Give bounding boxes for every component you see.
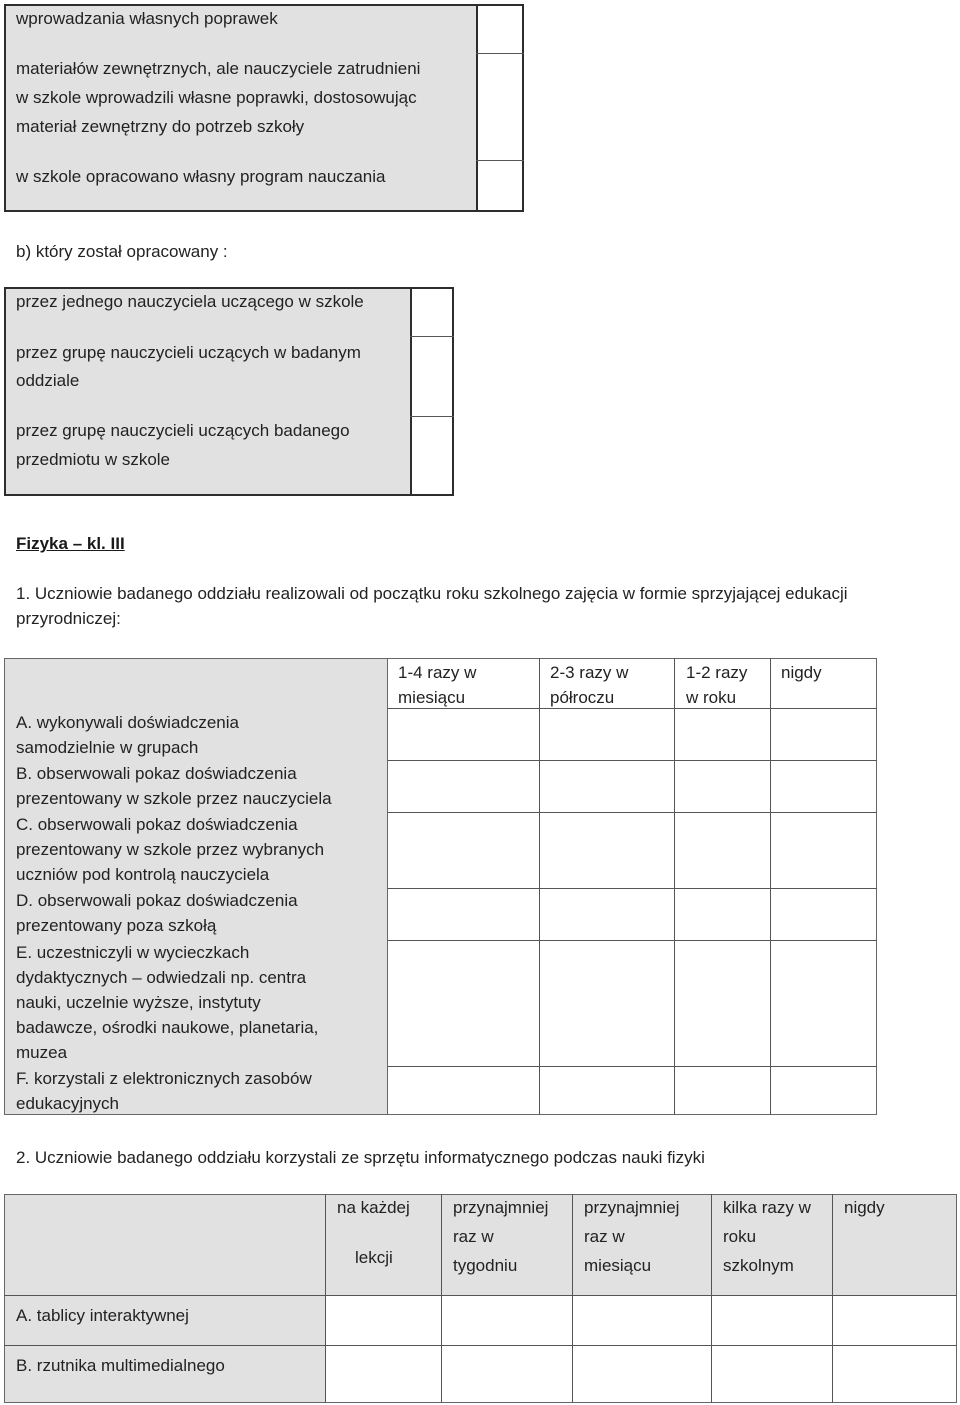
answer-cell[interactable]: [389, 709, 538, 759]
answer-cell[interactable]: [833, 1346, 955, 1402]
column-header: na każdej: [337, 1198, 410, 1217]
answer-cell[interactable]: [326, 1296, 440, 1344]
row-label: A. tablicy interaktywnej: [16, 1306, 189, 1325]
column-header: miesiącu: [584, 1256, 652, 1275]
column-header: półroczu: [550, 688, 615, 707]
answer-cell[interactable]: [573, 1346, 710, 1402]
option-checkbox[interactable]: [478, 6, 522, 52]
section-b-heading: b) który został opracowany :: [16, 242, 228, 261]
option-checkbox[interactable]: [478, 162, 522, 210]
option-label: w szkole wprowadzili własne poprawki, dostosowując: [16, 88, 417, 107]
row-label: B. rzutnika multimedialnego: [16, 1356, 225, 1375]
divider: [476, 53, 524, 54]
row-label: samodzielnie w grupach: [16, 738, 199, 757]
answer-cell[interactable]: [675, 709, 769, 759]
option-checkbox[interactable]: [412, 289, 452, 335]
row-label: A. wykonywali doświadczenia: [16, 713, 239, 732]
column-header: lekcji: [355, 1248, 393, 1267]
answer-cell[interactable]: [540, 709, 673, 759]
divider: [388, 940, 877, 941]
row-label: E. uczestniczyli w wycieczkach: [16, 943, 250, 962]
column-header: szkolnym: [723, 1256, 794, 1275]
row-label: B. obserwowali pokaz doświadczenia: [16, 764, 297, 783]
option-label: materiał zewnętrzny do potrzeb szkoły: [16, 117, 305, 136]
option-label: przedmiotu w szkole: [16, 450, 171, 469]
row-label: D. obserwowali pokaz doświadczenia: [16, 891, 298, 910]
option-label: oddziale: [16, 371, 80, 390]
answer-cell[interactable]: [326, 1346, 440, 1402]
column-header: miesiącu: [398, 688, 466, 707]
column-header: raz w: [453, 1227, 494, 1246]
divider: [410, 416, 454, 417]
divider: [388, 1066, 877, 1067]
divider: [388, 760, 877, 761]
question-2-text: 2. Uczniowie badanego oddziału korzystali ze sprzętu informatycznego podczas nauki fizyki: [16, 1148, 705, 1167]
row-label: muzea: [16, 1043, 68, 1062]
option-label: przez grupę nauczycieli uczących badanego: [16, 421, 350, 440]
question-1-text: przyrodniczej:: [16, 609, 121, 628]
column-header: kilka razy w: [723, 1198, 811, 1217]
option-checkbox[interactable]: [478, 55, 522, 159]
column-header: tygodniu: [453, 1256, 518, 1275]
column-header: nigdy: [781, 663, 822, 682]
divider: [388, 888, 877, 889]
divider: [388, 812, 877, 813]
option-label: materiałów zewnętrznych, ale nauczyciele zatrudnieni: [16, 59, 421, 78]
answer-cell[interactable]: [771, 709, 875, 759]
answer-cell[interactable]: [442, 1346, 571, 1402]
answer-cell[interactable]: [573, 1296, 710, 1344]
column-header: raz w: [584, 1227, 625, 1246]
row-label: edukacyjnych: [16, 1094, 120, 1113]
row-label: prezentowany w szkole przez nauczyciela: [16, 789, 332, 808]
column-header: przynajmniej: [584, 1198, 680, 1217]
divider: [476, 160, 524, 161]
row-label: prezentowany w szkole przez wybranych: [16, 840, 325, 859]
answer-cell[interactable]: [442, 1296, 571, 1344]
option-checkbox[interactable]: [412, 418, 452, 494]
option-label: przez jednego nauczyciela uczącego w szkole: [16, 292, 364, 311]
row-label: badawcze, ośrodki naukowe, planetaria,: [16, 1018, 319, 1037]
column-header: przynajmniej: [453, 1198, 549, 1217]
row-label: dydaktycznych – odwiedzali np. centra: [16, 968, 307, 987]
column-header: roku: [723, 1227, 757, 1246]
question-1-text: 1. Uczniowie badanego oddziału realizowali od początku roku szkolnego zajęcia w formie sprzyjającej edukacji: [16, 584, 848, 603]
column-header: 1-2 razy: [686, 663, 748, 682]
option-label: przez grupę nauczycieli uczących w badanym: [16, 343, 361, 362]
column-header: w roku: [686, 688, 737, 707]
column-header: 2-3 razy w: [550, 663, 629, 682]
column-header: 1-4 razy w: [398, 663, 477, 682]
row-label: nauki, uczelnie wyższe, instytuty: [16, 993, 261, 1012]
row-label: prezentowany poza szkołą: [16, 916, 217, 935]
answer-cell[interactable]: [712, 1296, 831, 1344]
option-label: wprowadzania własnych poprawek: [16, 9, 278, 28]
answer-cell[interactable]: [712, 1346, 831, 1402]
option-checkbox[interactable]: [412, 338, 452, 415]
option-label: w szkole opracowano własny program nauczania: [16, 167, 386, 186]
divider: [410, 336, 454, 337]
row-label: uczniów pod kontrolą nauczyciela: [16, 865, 270, 884]
column-header: nigdy: [844, 1198, 885, 1217]
subject-heading: Fizyka – kl. III: [16, 534, 125, 553]
row-label: C. obserwowali pokaz doświadczenia: [16, 815, 298, 834]
answer-cell[interactable]: [833, 1296, 955, 1344]
row-label: F. korzystali z elektronicznych zasobów: [16, 1069, 312, 1088]
